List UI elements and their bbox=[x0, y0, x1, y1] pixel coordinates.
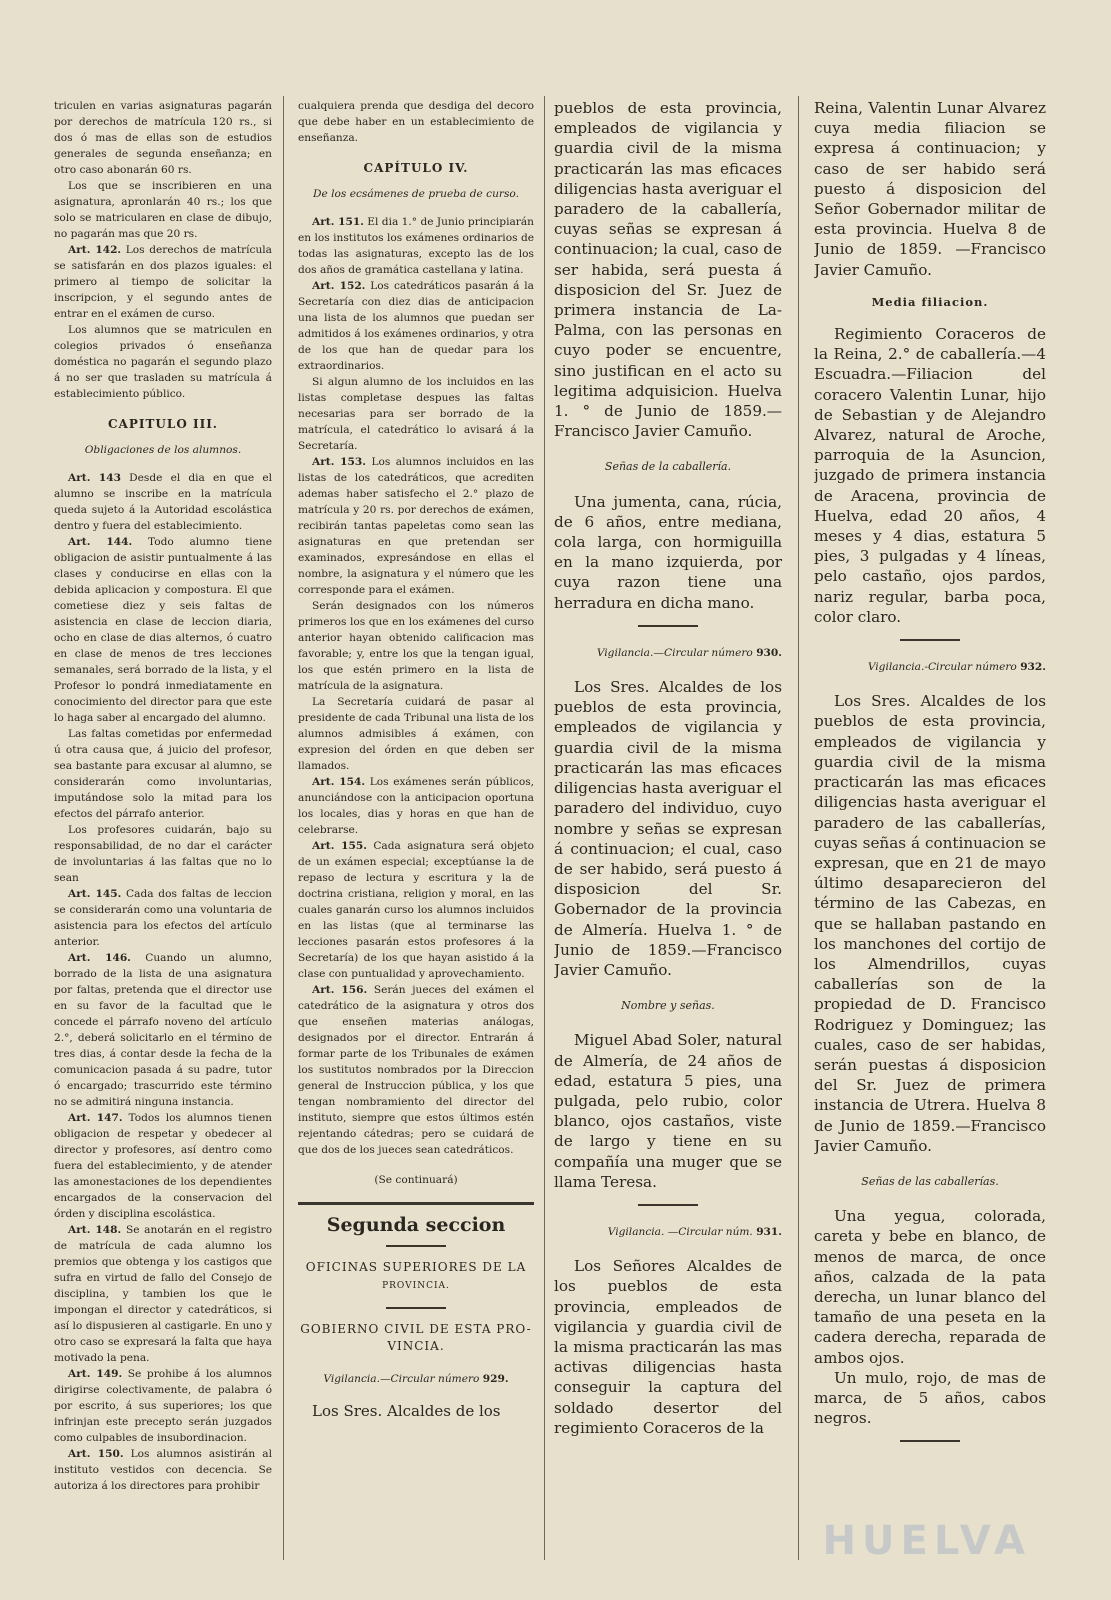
column-divider bbox=[798, 96, 799, 1560]
circular-929-heading bbox=[298, 1371, 534, 1387]
circular-label: Vigilancia.-Circular número bbox=[867, 661, 1017, 674]
article-text: Cada dos faltas de leccion se considerarán como una voluntaria de asistencia para los efectos del artículo anterior. bbox=[54, 888, 272, 948]
offices-line-1: OFICINAS SUPERIORES DE LA bbox=[305, 1260, 527, 1274]
article-text: Cada asignatura será objeto de un exámen especial; exceptúanse la de repaso de lectura y escritura y la de doctrina cristiana, religion y moral, en las cuales ganarán curso los alumnos incluidos en las listas (que al terminarse las lecciones pasarán estos profesores á la Secretaría) de los que hayan asistido á la clase con puntualidad y aprovechamiento. bbox=[298, 840, 534, 980]
circular-label: Vigilancia.—Circular número bbox=[596, 646, 753, 659]
article-152 bbox=[298, 278, 534, 374]
paragraph: Los profesores cuidarán, bajo su responsabilidad, de no dar el carácter de involuntarias á las faltas que no lo sean bbox=[54, 824, 272, 884]
column-4 bbox=[814, 98, 1046, 1564]
paragraph: cualquiera prenda que desdiga del decoro que debe haber en un establecimiento de enseñanza. bbox=[298, 100, 534, 144]
article-150 bbox=[54, 1446, 272, 1494]
article-text: El dia 1.° de Junio principiarán en los institutos los exámenes ordinarios de todas las asignaturas, excepto las de los dos años de gramática castellana y latina. bbox=[298, 216, 534, 276]
article-155 bbox=[298, 838, 534, 982]
article-145 bbox=[54, 886, 272, 950]
paragraph: Reina, Valentin Lunar Alvarez cuya media filiacion se expresa á continuacion; y caso de ser habido será puesto á disposicion del Señor Gobernador militar de esta provincia. Huelva 8 de Junio de 1859. —Francisco Javier Camuño. bbox=[814, 99, 1046, 279]
divider bbox=[386, 1307, 446, 1309]
column-2 bbox=[298, 98, 534, 1564]
paragraph: Un mulo, rojo, de mas de marca, de 5 años, cabos negros. bbox=[814, 1368, 1046, 1428]
article-text: Se prohibe á los alumnos dirigirse colectivamente, de palabra ó por escrito, á sus superiores; los que infrinjan este precepto serán juzgados como culpables de insubordinacion. bbox=[54, 1368, 272, 1444]
article-number: Art. 153. bbox=[312, 456, 366, 468]
chapter-subtitle: De los ecsámenes de prueba de curso. bbox=[313, 188, 519, 200]
article-148 bbox=[54, 1222, 272, 1366]
article-number: Art. 145. bbox=[68, 888, 122, 900]
paragraph: Serán designados con los números primeros los que en los exámenes del curso anterior hayan obtenido calificacion mas favorable; y, entre los que la tengan igual, los que estén primero en la lista de matrícula de la asignatura. bbox=[298, 600, 534, 692]
paragraph: Miguel Abad Soler, natural de Almería, de 24 años de edad, estatura 5 pies, una pulgada, pelo rubio, color blanco, ojos castaños, viste de largo y tiene en su compañía una muger que se llama Teresa. bbox=[554, 1031, 782, 1191]
government-line-2: VINCIA. bbox=[387, 1339, 445, 1353]
article-number: Art. 149. bbox=[68, 1368, 123, 1380]
article-text: Serán jueces del exámen el catedrático de la asignatura y otros dos que enseñen materias análogas, designados por el director. Entrarán á formar parte de los Tribunales de exámen los sustitutos nombrados por la Direccion general de Instruccion pública, y los que tengan nombramiento del director del instituto, siempre que estos últimos estén rejentando cátedras; pero se cuidará de que dos de los jueces sean catedráticos. bbox=[298, 984, 534, 1156]
circular-931-heading bbox=[554, 1222, 782, 1242]
paragraph: Los Señores Alcaldes de los pueblos de esta provincia, empleados de vigilancia y guardia civil de la misma practicarán las mas activas diligencias hasta conseguir la captura del soldado desertor del regimiento Coraceros de la bbox=[554, 1257, 782, 1437]
article-number: Art. 144. bbox=[68, 536, 133, 548]
article-number: Art. 147. bbox=[68, 1112, 123, 1124]
article-text: Todo alumno tiene obligacion de asistir puntualmente á las clases y conducirse en ellas con la debida aplicacion y compostura. El que cometiese diez y seis faltas de asistencia en clase de leccion diaria, ocho en clase de dias alternos, ó cuatro en clase de menos de tres lecciones semanales, será borrado de la lista, y el Profesor lo pondrá inmediatamente en conocimiento del director para que este lo haga saber al encargado del alumno. bbox=[54, 536, 272, 724]
article-text: Todos los alumnos tienen obligacion de respetar y obedecer al director y profesores, así dentro como fuera del establecimiento, y de atender las amonestaciones de los dependientes encargados de la conservacion del órden y disciplina escolástica. bbox=[54, 1112, 272, 1220]
circular-932-heading bbox=[814, 657, 1046, 677]
article-text: Los derechos de matrícula se satisfarán en dos plazos iguales: el primero al tiempo de solicitar la inscripcion, y el segundo antes de entrar en el exámen de curso. bbox=[54, 244, 272, 320]
subheading: Nombre y señas. bbox=[621, 999, 715, 1013]
divider bbox=[900, 1440, 960, 1442]
paragraph: Los que se inscribieren en una asignatura, apronlarán 40 rs.; los que solo se matricularen en clase de dibujo, no pagarán mas que 20 rs. bbox=[54, 180, 272, 240]
paragraph: triculen en varias asignaturas pagarán por derechos de matrícula 120 rs., si dos ó mas de ellas son de estudios generales de segunda enseñanza; en otro caso abonarán 60 rs. bbox=[54, 100, 272, 176]
continuation-note: (Se continuará) bbox=[374, 1174, 458, 1186]
article-number: Art. 150. bbox=[68, 1448, 124, 1460]
paragraph: Los Sres. Alcaldes de los pueblos de esta provincia, empleados de vigilancia y guardia civil de la misma practicarán las mas eficaces diligencias hasta averiguar el paradero del individuo, cuyo nombre y señas se expresan á continuacion; el cual, caso de ser habido, será puesto á disposicion del Sr. Gobernador de la provincia de Almería. Huelva 1. ° de Junio de 1859.—Francisco Javier Camuño. bbox=[554, 678, 782, 979]
circular-number: 932. bbox=[1020, 661, 1046, 674]
article-text: Cuando un alumno, borrado de la lista de una asignatura por faltas, pretenda que el director use en su favor de la facultad que le concede el párrafo noveno del artículo 2.°, deberá solicitarlo en el término de tres dias, á contar desde la fecha de la comunicacion pasada á su padre, tutor ó encargado; trascurrido este término no se admitirá ninguna instancia. bbox=[54, 952, 272, 1108]
chapter-subtitle: Obligaciones de los alumnos. bbox=[84, 444, 242, 456]
column-1 bbox=[54, 98, 272, 1564]
article-text: Los alumnos asistirán al instituto vestidos con decencia. Se autoriza á los directores para prohibir bbox=[54, 1448, 272, 1492]
article-144 bbox=[54, 534, 272, 726]
government-heading bbox=[298, 1321, 534, 1355]
article-146 bbox=[54, 950, 272, 1110]
article-text: Se anotarán en el registro de matrícula de cada alumno los premios que obtenga y los castigos que sufra en virtud de fallo del Consejo de disciplina, y tambien los que le impongan el director y catedráticos, si así lo dispusieren al castigarle. En uno y otro caso se expresará la falta que haya motivado la pena. bbox=[54, 1224, 272, 1364]
paragraph: Una yegua, colorada, careta y bebe en blanco, de menos de marca, de once años, calzada de la pata derecha, un lunar blanco del tamaño de una peseta en la cadera derecha, reparada de ambos ojos. bbox=[814, 1207, 1046, 1367]
paragraph: pueblos de esta provincia, empleados de vigilancia y guardia civil de la misma practicarán las mas eficaces diligencias hasta averiguar el paradero de la caballería, cuyas señas se expresan á continuacion; la cual, caso de ser habida, será puesta á disposicion del Sr. Juez de primera instancia de La-Palma, con las personas en cuyo poder se encuentre, sino justifican en el acto su legitima adquisicion. Huelva 1. ° de Junio de 1859.—Francisco Javier Camuño. bbox=[554, 99, 782, 441]
paragraph: Los Sres. Alcaldes de los pueblos de esta provincia, empleados de vigilancia y guardia civil de la misma practicarán las mas eficaces diligencias hasta averiguar el paradero de las caballerías, cuyas señas á continuacion se expresan, que en 21 de mayo último desaparecieron del término de las Cabezas, en que se hallaban pastando en los manchones del cortijo de los Almendrillos, cuyas caballerías son de la propiedad de D. Francisco Rodriguez y Dominguez; las cuales, caso de ser habidas, serán puestas á disposicion del Sr. Juez de primera instancia de Utrera. Huelva 8 de Junio de 1859.—Francisco Javier Camuño. bbox=[814, 692, 1046, 1155]
article-143 bbox=[54, 470, 272, 534]
article-156 bbox=[298, 982, 534, 1158]
paragraph: Las faltas cometidas por enfermedad ú otra causa que, á juicio del profesor, sea bastante para excusar al alumno, se considerarán como involuntarias, imputándose solo la mitad para los efectos del párrafo anterior. bbox=[54, 728, 272, 820]
divider bbox=[386, 1245, 446, 1247]
article-number: Art. 143 bbox=[68, 472, 121, 484]
article-number: Art. 148. bbox=[68, 1224, 122, 1236]
article-number: Art. 156. bbox=[312, 984, 368, 996]
article-number: Art. 154. bbox=[312, 776, 366, 788]
article-number: Art. 151. bbox=[312, 216, 364, 228]
circular-number: 929. bbox=[482, 1373, 509, 1385]
subheading: Señas de la caballería. bbox=[604, 460, 732, 474]
column-divider bbox=[283, 96, 284, 1560]
article-text: Desde el dia en que el alumno se inscribe en la matrícula queda sujeto á la Autoridad escolástica dentro y fuera del establecimiento. bbox=[54, 472, 272, 532]
paragraph: Los Sres. Alcaldes de los bbox=[312, 1402, 501, 1420]
paragraph: Si algun alumno de los incluidos en las listas completase despues las faltas necesarias para ser borrado de la matrícula, el catedrático lo avisará á la Secretaría. bbox=[298, 376, 534, 452]
article-number: Art. 142. bbox=[68, 244, 122, 256]
government-line-1: GOBIERNO CIVIL DE ESTA PRO- bbox=[300, 1322, 532, 1336]
section-heading: Segunda seccion bbox=[326, 1214, 506, 1236]
article-153 bbox=[298, 454, 534, 598]
article-142 bbox=[54, 242, 272, 322]
subheading: Señas de las caballerías. bbox=[861, 1174, 999, 1188]
article-text: Los catedráticos pasarán á la Secretaría con diez dias de anticipacion una lista de los alumnos que puedan ser admitidos á los exámenes ordinarios, y otra de los que han de quedar para los extraordinarios. bbox=[298, 280, 534, 372]
article-number: Art. 146. bbox=[68, 952, 131, 964]
paragraph: Los alumnos que se matriculen en colegios privados ó enseñanza doméstica no pagarán el segundo plazo á no ser que trasladen su matrícula á establecimiento público. bbox=[54, 324, 272, 400]
article-text: Los exámenes serán públicos, anunciándose con la anticipacion oportuna los locales, dias y horas en que han de celebrarse. bbox=[298, 776, 534, 836]
paragraph: Regimiento Coraceros de la Reina, 2.° de caballería.—4 Escuadra.—Filiacion del coracero Valentin Lunar, hijo de Sebastian y de Alejandro Alvarez, natural de Aroche, parroquia de la Asuncion, juzgado de primera instancia de Aracena, provincia de Huelva, edad 20 años, 4 meses y 4 dias, estatura 5 pies, 3 pulgadas y 4 líneas, pelo castaño, ojos pardos, nariz regular, barba poca, color claro. bbox=[814, 325, 1046, 626]
circular-number: 930. bbox=[756, 646, 782, 659]
article-147 bbox=[54, 1110, 272, 1222]
paragraph: Una jumenta, cana, rúcia, de 6 años, entre mediana, cola larga, con hormiguilla en la mano izquierda, por cuya razon tiene una herradura en dicha mano. bbox=[554, 492, 782, 612]
article-151 bbox=[298, 214, 534, 278]
subheading: Media filiacion. bbox=[871, 294, 989, 309]
circular-930-heading bbox=[554, 643, 782, 663]
divider bbox=[900, 639, 960, 641]
article-154 bbox=[298, 774, 534, 838]
column-divider bbox=[544, 96, 545, 1560]
offices-line-2: PROVINCIA. bbox=[382, 1281, 450, 1291]
divider bbox=[638, 1204, 698, 1206]
divider bbox=[638, 625, 698, 627]
paragraph: La Secretaría cuidará de pasar al presidente de cada Tribunal una lista de los alumnos admisibles á exámen, con expresion del órden en que deben ser llamados. bbox=[298, 696, 534, 772]
circular-label: Vigilancia.—Circular número bbox=[323, 1373, 480, 1385]
section-rule bbox=[298, 1202, 534, 1205]
circular-number: 931. bbox=[756, 1225, 782, 1238]
column-3 bbox=[554, 98, 782, 1564]
article-number: Art. 155. bbox=[312, 840, 367, 852]
circular-label: Vigilancia. —Circular núm. bbox=[607, 1225, 753, 1238]
offices-heading bbox=[298, 1259, 534, 1295]
chapter-heading: CAPÍTULO IV. bbox=[363, 161, 469, 175]
chapter-heading: CAPITULO III. bbox=[108, 417, 218, 431]
article-149 bbox=[54, 1366, 272, 1446]
article-number: Art. 152. bbox=[312, 280, 366, 292]
archive-watermark: HUELVA bbox=[822, 1518, 1031, 1564]
article-text: Los alumnos incluidos en las listas de los catedráticos, que acrediten ademas haber satisfecho el 2.° plazo de matrícula y 20 rs. por derechos de exámen, recibirán tantas papeletas como sean las asignaturas en que pretendan ser examinados, expresándose en ellas el nombre, la asignatura y el número que les corresponde para el exámen. bbox=[298, 456, 534, 596]
